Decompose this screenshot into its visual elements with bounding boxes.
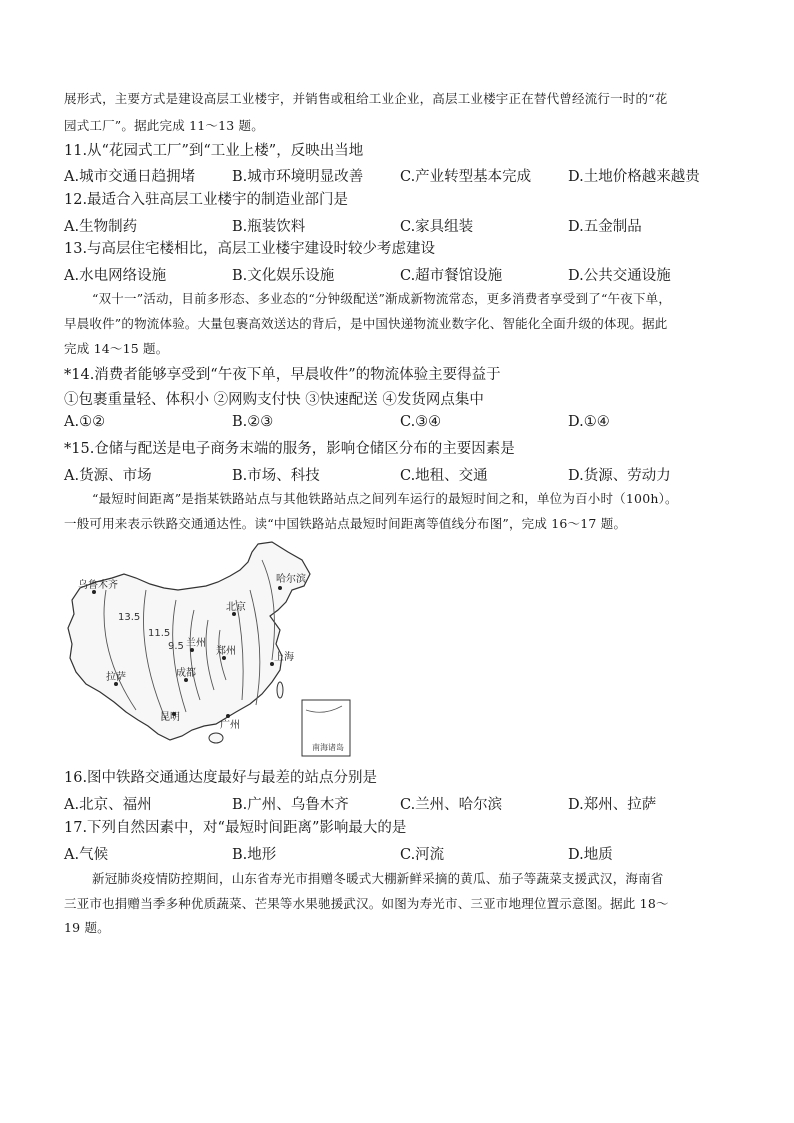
question-13-options [64,264,724,284]
question-17-stem: 17.下列自然因素中，对“最短时间距离”影响最大的是 [64,820,407,836]
inset-label: 南海诸岛 [312,743,344,752]
city-label-chengdu: 成都 [176,668,196,679]
option-d: D.货源、劳动力 [568,468,671,484]
intro-paragraph-4-line-2: 三亚市也捐赠当季多种优质蔬菜、芒果等水果驰援武汉。如图为寿光市、三亚市地理位置示意图。据此 18～ [64,896,669,911]
question-16-stem: 16.图中铁路交通通达度最好与最差的站点分别是 [64,770,378,786]
question-14-stem: *14.消费者能够享受到“午夜下单，早晨收件”的物流体验主要得益于 [64,367,501,383]
city-marker [278,586,282,590]
intro-paragraph-2-line-2: 早晨收件”的物流体验。大量包裹高效送达的背后，是中国快递物流业数字化、智能化全面升级的体现。据此 [64,316,668,331]
option-c: C.产业转型基本完成 [400,169,532,185]
option-a: A.货源、市场 [64,468,152,484]
option-d: D.土地价格越来越贵 [568,169,700,185]
city-label-guangzhou: 广州 [220,720,240,731]
question-16-options [64,793,724,813]
option-a: A.气候 [64,847,109,863]
question-14-options [64,414,724,434]
question-11-stem: 11.从“花园式工厂”到“工业上楼”，反映出当地 [64,143,364,159]
question-12-options [64,215,724,235]
intro-paragraph-2-line-1: “双十一”活动，目前多形态、多业态的“分钟级配送”渐成新物流常态，更多消费者享受到了“午夜下单， [92,291,672,306]
question-14-choices: ①包裹重量轻、体积小 ②网购支付快 ③快速配送 ④发货网点集中 [64,392,484,408]
intro-paragraph-1-line-2: 园式工厂”。据此完成 11～13 题。 [64,118,264,133]
option-c: C.家具组装 [400,219,474,235]
isoline-label: 13.5 [118,612,141,623]
china-railway-isoline-map [66,540,356,760]
city-label-zhengzhou: 郑州 [216,646,236,657]
option-b: B.地形 [232,847,277,863]
city-label-beijing: 北京 [226,602,246,613]
city-label-kunming: 昆明 [160,712,180,723]
question-15-stem: *15.仓储与配送是电子商务末端的服务，影响仓储区分布的主要因素是 [64,441,515,457]
option-d: D.①④ [568,414,610,430]
city-label-lanzhou: 兰州 [186,638,206,649]
option-b: B.市场、科技 [232,468,320,484]
question-17-options [64,843,724,863]
city-label-urumqi: 乌鲁木齐 [78,580,118,591]
intro-paragraph-4-line-3: 19 题。 [64,920,110,935]
option-b: B.文化娱乐设施 [232,268,335,284]
option-c: C.③④ [400,414,442,430]
city-label-lhasa: 拉萨 [106,672,126,683]
option-b: B.②③ [232,414,274,430]
option-a: A.水电网络设施 [64,268,167,284]
question-15-options [64,464,724,484]
option-a: A.生物制药 [64,219,138,235]
question-13-stem: 13.与高层住宅楼相比，高层工业楼宇建设时较少考虑建设 [64,241,436,257]
hainan-island [209,733,223,743]
option-a: A.城市交通日趋拥堵 [64,169,196,185]
city-label-harbin: 哈尔滨 [276,574,306,585]
option-d: D.地质 [568,847,613,863]
taiwan-island [277,682,283,698]
intro-paragraph-2-line-3: 完成 14～15 题。 [64,341,169,356]
option-d: D.五金制品 [568,219,642,235]
intro-paragraph-1-line-1: 展形式，主要方式是建设高层工业楼宇，并销售或租给工业企业，高层工业楼宇正在替代曾经流行一时的“花 [64,91,668,106]
option-c: C.地租、交通 [400,468,488,484]
intro-paragraph-3-line-2: 一般可用来表示铁路交通通达性。读“中国铁路站点最短时间距离等值线分布图”，完成 16～17 题。 [64,516,627,531]
city-marker [226,714,230,718]
isoline-label: 9.5 [168,641,184,652]
option-d: D.郑州、拉萨 [568,797,657,813]
question-11-options [64,165,724,185]
intro-paragraph-3-line-1: “最短时间距离”是指某铁路站点与其他铁路站点之间列车运行的最短时间之和，单位为百小时（100h）。 [92,491,678,506]
option-c: C.兰州、哈尔滨 [400,797,503,813]
option-b: B.瓶装饮料 [232,219,306,235]
option-c: C.河流 [400,847,445,863]
option-b: B.城市环境明显改善 [232,169,364,185]
option-d: D.公共交通设施 [568,268,671,284]
question-12-stem: 12.最适合入驻高层工业楼宇的制造业部门是 [64,192,349,208]
option-b: B.广州、乌鲁木齐 [232,797,349,813]
option-a: A.①② [64,414,106,430]
intro-paragraph-4-line-1: 新冠肺炎疫情防控期间，山东省寿光市捐赠冬暖式大棚新鲜采摘的黄瓜、茄子等蔬菜支援武汉，海南省 [92,871,664,886]
isoline-label: 11.5 [148,628,171,639]
option-a: A.北京、福州 [64,797,152,813]
city-label-shanghai: 上海 [274,652,294,663]
option-c: C.超市餐馆设施 [400,268,503,284]
